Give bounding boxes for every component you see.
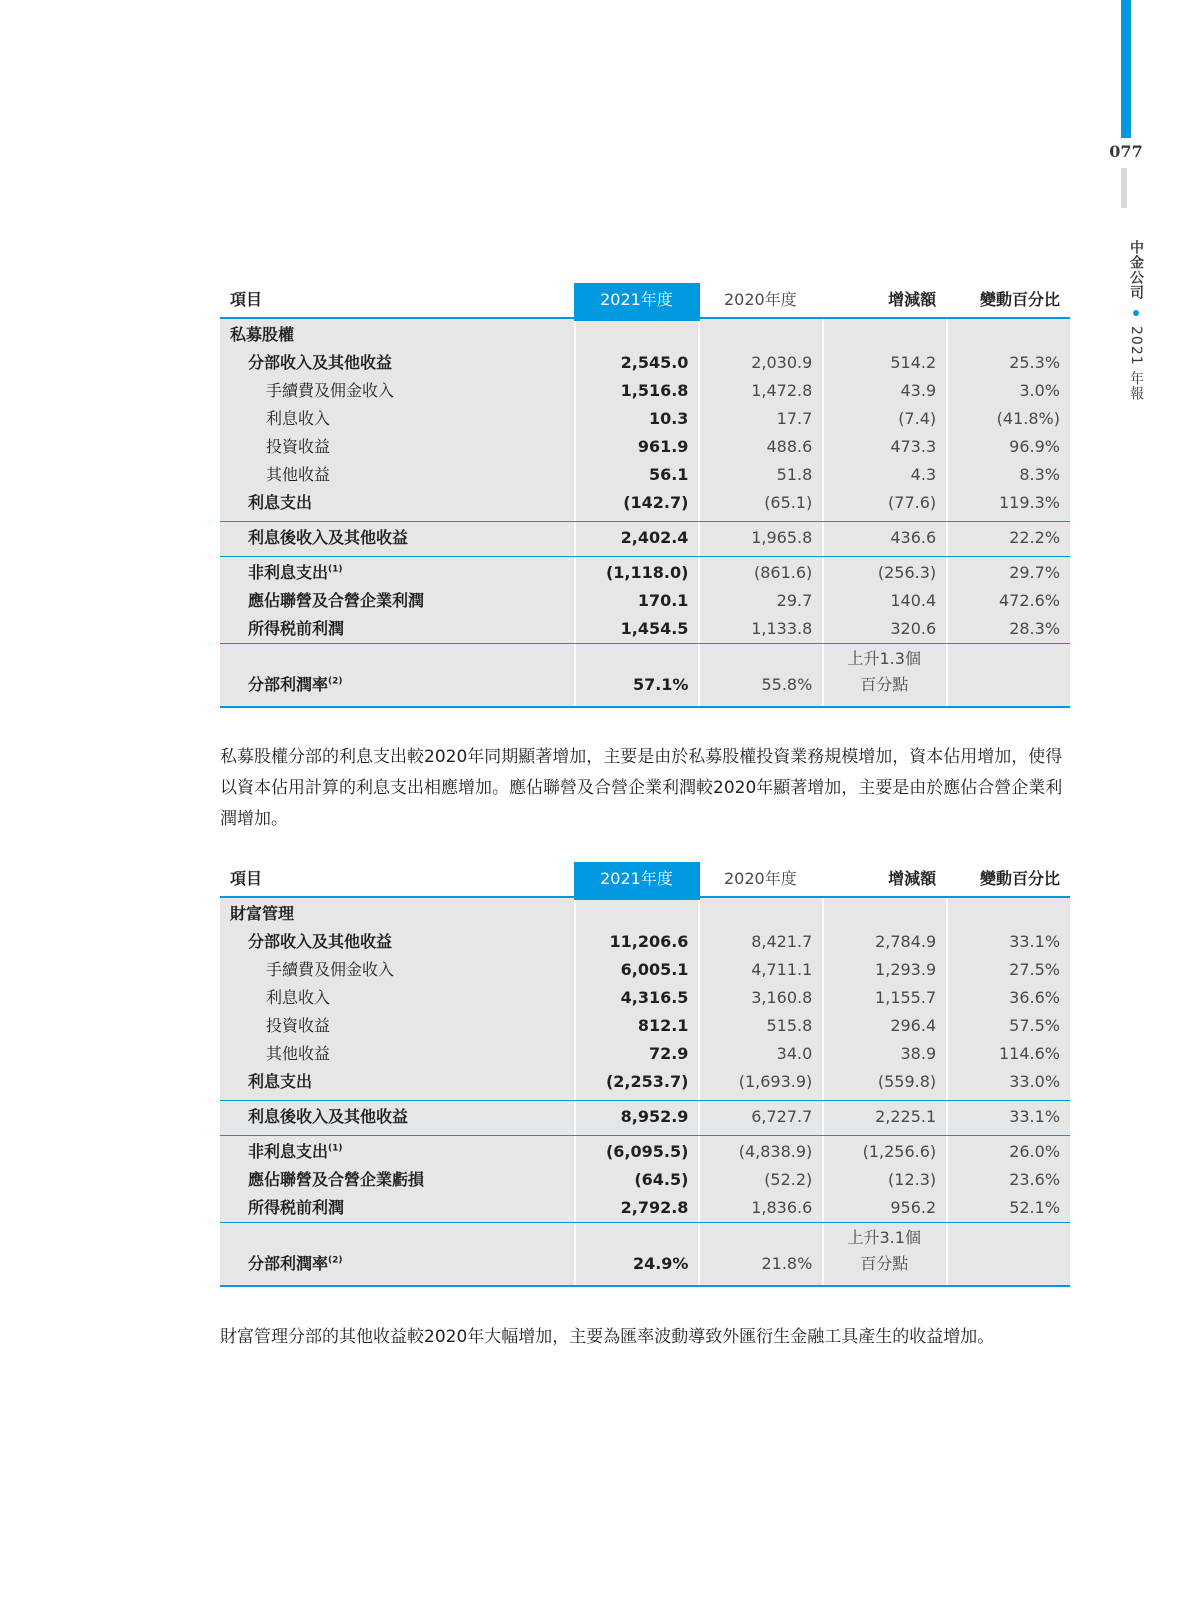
report-name: 2021 年報 xyxy=(1128,326,1144,402)
table-row: 其他收益 56.1 51.8 4.3 8.3% xyxy=(266,465,1060,484)
table-row: 所得税前利潤 2,792.8 1,836.6 956.2 52.1% xyxy=(248,1198,1061,1217)
header-change-pct: 變動百分比 xyxy=(979,290,1060,309)
margin-row: 分部利潤率$^{(2)}$ 57.1% 55.8% 上升1.3個 百分點 xyxy=(220,643,1070,708)
segment-name: 私募股權 xyxy=(230,325,295,344)
header-2020: 2020年度 xyxy=(723,290,797,309)
segment-name: 財富管理 xyxy=(230,904,295,923)
company-name: 中金公司 xyxy=(1128,240,1144,300)
separator-dot xyxy=(1133,310,1139,316)
sidebar-accent-bar xyxy=(1121,0,1131,138)
header-item: 項目 xyxy=(230,869,263,888)
segment-row xyxy=(220,900,1070,928)
table-row: 投資收益 812.1 515.8 296.4 57.5% xyxy=(266,1016,1060,1035)
sidebar-divider xyxy=(1121,168,1127,208)
table-row: 利息收入 4,316.5 3,160.8 1,155.7 36.6% xyxy=(266,988,1060,1007)
table-row: 分部收入及其他收益 11,206.6 8,421.7 2,784.9 33.1% xyxy=(248,932,1061,951)
header-2021: 2021年度 xyxy=(600,290,673,309)
table-row: 手續費及佣金收入 6,005.1 4,711.1 1,293.9 27.5% xyxy=(266,960,1060,979)
footnote-mark: (1) xyxy=(328,564,343,575)
table-row: 非利息支出$^{(1)}$ (1,118.0) (861.6) (256.3) 29.7% xyxy=(220,556,1070,587)
table-row: 應佔聯營及合營企業虧損 (64.5) (52.2) (12.3) 23.6% xyxy=(248,1170,1061,1189)
footnote-mark: (2) xyxy=(328,676,343,687)
header-change: 增減額 xyxy=(888,869,937,888)
table-row: 非利息支出$^{(1)}$ (6,095.5) (4,838.9) (1,256.6) 26.0% xyxy=(220,1135,1070,1166)
header-2021: 2021年度 xyxy=(600,869,673,888)
header-change-pct: 變動百分比 xyxy=(979,869,1060,888)
footnote-mark: (2) xyxy=(328,1255,343,1266)
table-row: 利息收入 10.3 17.7 (7.4) (41.8%) xyxy=(266,409,1060,428)
wealth-management-table xyxy=(220,862,1070,1287)
table-row: 分部收入及其他收益 2,545.0 2,030.9 514.2 25.3% xyxy=(248,353,1061,372)
table-row: 利息支出 (2,253.7) (1,693.9) (559.8) 33.0% xyxy=(248,1072,1061,1091)
table-row: 投資收益 961.9 488.6 473.3 96.9% xyxy=(266,437,1060,456)
private-equity-table xyxy=(220,283,1070,708)
table-header xyxy=(220,283,1070,319)
footnote-mark: (1) xyxy=(328,1143,343,1154)
table-row: 手續費及佣金收入 1,516.8 1,472.8 43.9 3.0% xyxy=(266,381,1060,400)
wealth-management-commentary: 財富管理分部的其他收益較2020年大幅增加，主要為匯率波動導致外匯衍生金融工具產生的收益增加。 xyxy=(220,1327,995,1347)
header-item: 項目 xyxy=(230,290,263,309)
page-number: 077 xyxy=(1109,142,1143,161)
private-equity-commentary: 私募股權分部的利息支出較2020年同期顯著增加，主要是由於私募股權投資業務規模增加，資本佔用增加，使得以資本佔用計算的利息支出相應增加。應佔聯營及合營企業利潤較2020年顯著增加，主要是由於應佔合營企業利潤增加。 xyxy=(220,747,1063,829)
header-2020: 2020年度 xyxy=(723,869,797,888)
table-row: 利息支出 (142.7) (65.1) (77.6) 119.3% xyxy=(248,493,1061,512)
table-header xyxy=(220,862,1070,898)
table-row: 利息後收入及其他收益 8,952.9 6,727.7 2,225.1 33.1% xyxy=(220,1100,1070,1131)
table-row: 其他收益 72.9 34.0 38.9 114.6% xyxy=(266,1044,1060,1063)
table-row: 利息後收入及其他收益 2,402.4 1,965.8 436.6 22.2% xyxy=(220,521,1070,552)
segment-row xyxy=(220,321,1070,349)
header-change: 增減額 xyxy=(888,290,937,309)
margin-row: 分部利潤率$^{(2)}$ 24.9% 21.8% 上升3.1個 百分點 xyxy=(220,1222,1070,1287)
table-row: 所得税前利潤 1,454.5 1,133.8 320.6 28.3% xyxy=(248,619,1061,638)
sidebar-running-title xyxy=(1122,240,1146,401)
table-row: 應佔聯營及合營企業利潤 170.1 29.7 140.4 472.6% xyxy=(248,591,1061,610)
